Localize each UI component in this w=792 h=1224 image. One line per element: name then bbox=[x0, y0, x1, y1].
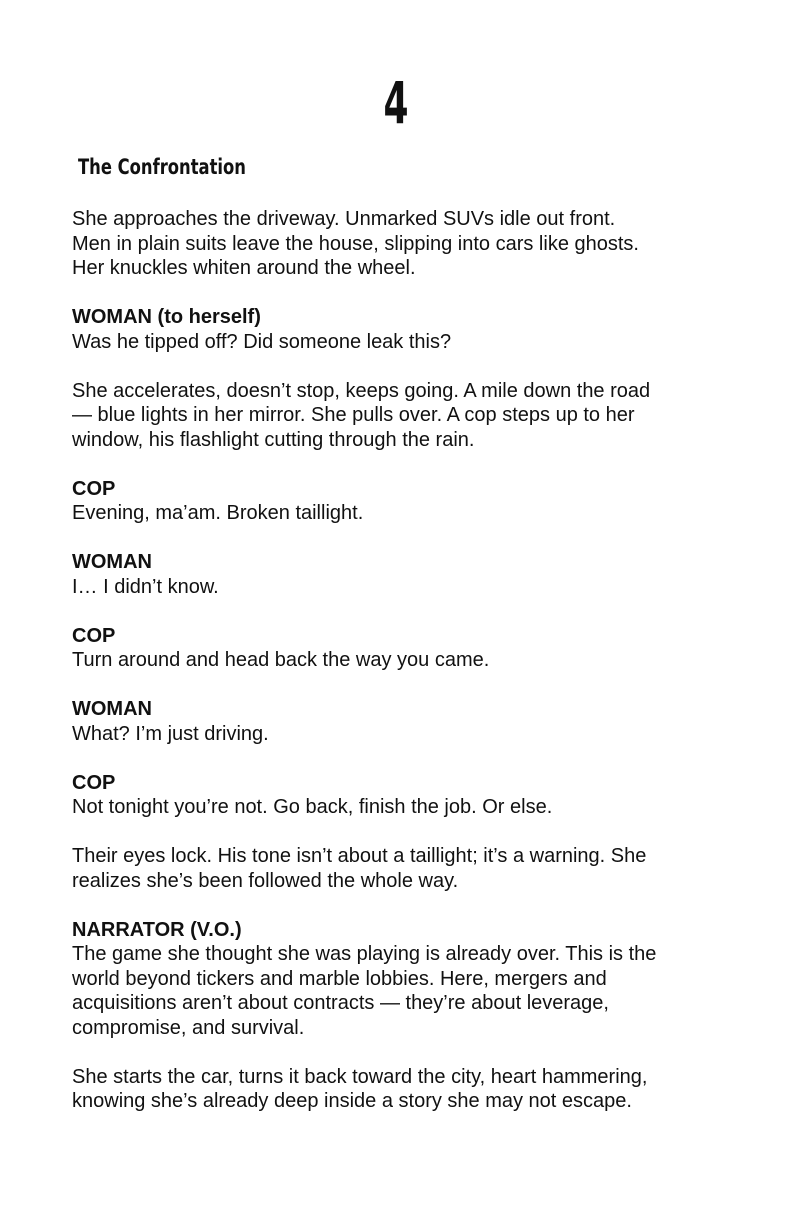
action-line: Men in plain suits leave the house, slipping into cars like ghosts. bbox=[72, 232, 639, 255]
character-name: COP bbox=[72, 477, 116, 500]
action-line: She starts the car, turns it back toward the city, heart hammering, bbox=[72, 1065, 648, 1088]
action-line: Her knuckles whiten around the wheel. bbox=[72, 257, 416, 279]
chapter-number: 4 bbox=[383, 69, 409, 137]
character-name: WOMAN bbox=[72, 551, 152, 573]
dialogue-block bbox=[72, 624, 732, 673]
action-paragraph bbox=[72, 207, 732, 281]
action-paragraph bbox=[72, 844, 732, 893]
dialogue-line: world beyond tickers and marble lobbies. Here, mergers and bbox=[72, 967, 607, 990]
action-line: She approaches the driveway. Unmarked SUVs idle out front. bbox=[72, 208, 616, 230]
character-name: COP bbox=[72, 771, 116, 794]
dialogue-line: Evening, ma’am. Broken taillight. bbox=[72, 502, 364, 524]
dialogue-block bbox=[72, 918, 732, 1041]
dialogue-line: Not tonight you’re not. Go back, finish the job. Or else. bbox=[72, 796, 553, 818]
character-name: WOMAN (to herself) bbox=[72, 306, 261, 328]
dialogue-line: Turn around and head back the way you came. bbox=[72, 649, 490, 671]
character-name: COP bbox=[72, 624, 116, 647]
dialogue-block bbox=[72, 477, 732, 526]
character-name: NARRATOR (V.O.) bbox=[72, 918, 242, 941]
dialogue-line: Was he tipped off? Did someone leak this? bbox=[72, 330, 452, 353]
action-line: knowing she’s already deep inside a story she may not escape. bbox=[72, 1090, 632, 1112]
dialogue-block bbox=[72, 550, 732, 599]
action-paragraph bbox=[72, 379, 732, 453]
action-line: realizes she’s been followed the whole way. bbox=[72, 869, 459, 892]
dialogue-block bbox=[72, 697, 732, 746]
dialogue-line: compromise, and survival. bbox=[72, 1016, 305, 1039]
script-body bbox=[72, 207, 732, 1138]
dialogue-block bbox=[72, 771, 732, 820]
action-line: Their eyes lock. His tone isn’t about a taillight; it’s a warning. She bbox=[72, 845, 647, 867]
dialogue-line: acquisitions aren’t about contracts — they’re about leverage, bbox=[72, 992, 609, 1014]
chapter-title: The Confrontation bbox=[78, 155, 246, 179]
dialogue-line: What? I’m just driving. bbox=[72, 722, 269, 745]
action-line: — blue lights in her mirror. She pulls over. A cop steps up to her bbox=[72, 404, 635, 426]
action-line: window, his flashlight cutting through the rain. bbox=[72, 428, 475, 451]
character-name: WOMAN bbox=[72, 698, 152, 720]
dialogue-line: I… I didn’t know. bbox=[72, 575, 219, 598]
dialogue-block bbox=[72, 305, 732, 354]
action-paragraph bbox=[72, 1065, 732, 1114]
action-line: She accelerates, doesn’t stop, keeps going. A mile down the road bbox=[72, 379, 651, 402]
dialogue-line: The game she thought she was playing is already over. This is the bbox=[72, 943, 657, 965]
